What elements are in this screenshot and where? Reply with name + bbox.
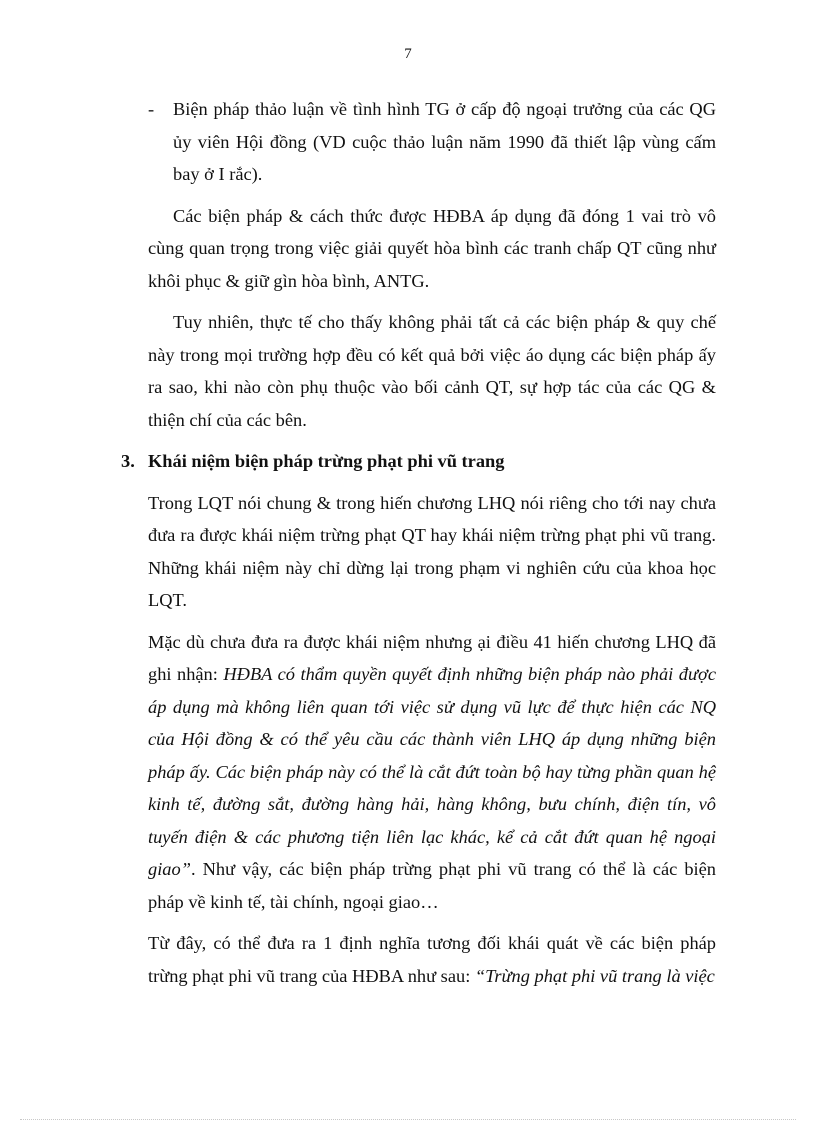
paragraph-2: Tuy nhiên, thực tế cho thấy không phải tất cả các biện pháp & quy chế này trong mọi trường hợp đều có kết quả bởi việc áo dụng các biện pháp ấy ra sao, khi nào còn phụ thuộc vào bối cảnh QT, sự hợp tác của các QG & thiện chí của các bên. [148, 312, 716, 430]
paragraph-5 [148, 927, 716, 992]
document-body [121, 93, 716, 1001]
paragraph-4-lead: Mặc dù chưa đưa ra được khái niệm nhưng ại điều 41 hiến chương LHQ đã ghi nhận: [148, 631, 716, 684]
section-title: Khái niệm biện pháp trừng phạt phi vũ trang [148, 451, 505, 471]
paragraph-4 [148, 626, 716, 919]
paragraph-5-lead: Từ đây, có thể đưa ra 1 định nghĩa tương đối khái quát về các biện pháp trừng phạt phi vũ trang của HĐBA như sau: [148, 933, 716, 986]
bullet-text: Biện pháp thảo luận về tình hình TG ở cấp độ ngoại trưởng của các QG ủy viên Hội đồng (VD cuộc thảo luận năm 1990 đã thiết lập vùng cấm bay ở I rắc). [173, 99, 716, 184]
definition-quote: “Trừng phạt phi vũ trang là việc [474, 965, 715, 986]
paragraph-3: Trong LQT nói chung & trong hiến chương LHQ nói riêng cho tới nay chưa đưa ra được khái niệm trừng phạt QT hay khái niệm trừng phạt phi vũ trang. Những khái niệm này chỉ dừng lại trong phạm vi nghiên cứu của khoa học LQT. [148, 492, 716, 610]
paragraph-4-tail: . Như vậy, các biện pháp trừng phạt phi vũ trang có thể là các biện pháp về kinh tế, tài chính, ngoại giao… [148, 859, 716, 912]
paragraph-1: Các biện pháp & cách thức được HĐBA áp dụng đã đóng 1 vai trò vô cùng quan trọng trong việc giải quyết hòa bình các tranh chấp QT cũng như khôi phục & giữ gìn hòa bình, ANTG. [148, 205, 716, 291]
section-number: 3. [121, 451, 135, 471]
article-41-quote: HĐBA có thẩm quyền quyết định những biện pháp nào phải được áp dụng mà không liên quan tới việc sử dụng vũ lực để thực hiện các NQ của Hội đồng & có thể yêu cầu các thành viên LHQ áp dụng những biện pháp ấy. Các biện pháp này có thể là cắt đứt toàn bộ hay từng phần quan hệ kinh tế, đường sắt, đường hàng hải, hàng không, bưu chính, điện tín, vô tuyến điện & các phương tiện liên lạc khác, kể cả cắt đứt quan hệ ngoại giao” [148, 664, 716, 879]
section-heading [121, 445, 716, 478]
page-bottom-divider [20, 1119, 796, 1120]
page-number: 7 [404, 46, 412, 62]
bullet-dash: - [148, 99, 155, 119]
bullet-item [148, 93, 716, 191]
